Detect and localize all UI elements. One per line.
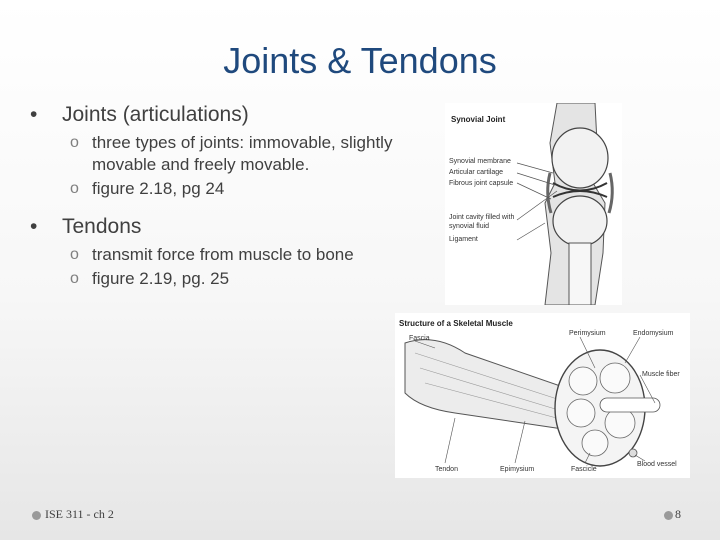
figure-label: Ligament: [449, 236, 478, 243]
sub-bullet-text: figure 2.18, pg 24: [92, 179, 225, 198]
sub-bullet-marker: o: [70, 134, 79, 151]
footer-bullet-icon: [32, 511, 41, 520]
synovial-joint-figure: [445, 103, 622, 305]
figure-label: Fibrous joint capsule: [449, 180, 514, 187]
bullet-joints: [30, 102, 400, 128]
figure-title: Structure of a Skeletal Muscle: [399, 319, 513, 328]
sub-bullet-marker: o: [70, 180, 79, 197]
bullet-dot: •: [30, 215, 38, 238]
footer-bullet-icon: [664, 511, 673, 520]
footer-course: ISE 311 - ch 2: [45, 507, 114, 521]
slide-body: [30, 102, 400, 292]
skeletal-muscle-illustration: [395, 313, 690, 478]
figure-label: Blood vessel: [637, 461, 677, 468]
figure-title: Synovial Joint: [451, 115, 506, 124]
figure-label: Articular cartilage: [449, 169, 504, 176]
bullet-label: Tendons: [62, 215, 142, 238]
sub-bullet-marker: o: [70, 246, 79, 263]
sub-bullet: [30, 268, 400, 290]
page-number: 8: [675, 507, 681, 521]
sub-bullet-text: figure 2.19, pg. 25: [92, 269, 230, 288]
figure-label: Joint cavity filled with synovial fluid: [449, 214, 515, 230]
sub-bullet: [30, 178, 400, 200]
sub-bullet-text: three types of joints: immovable, slightly movable and freely movable.: [92, 133, 393, 174]
sub-bullet-marker: o: [70, 270, 79, 287]
slide-title: Joints & Tendons: [223, 40, 497, 81]
figure-label: Endomysium: [633, 330, 674, 337]
sub-bullet-text: transmit force from muscle to bone: [92, 245, 354, 264]
skeletal-muscle-figure: [395, 313, 690, 478]
figure-label: Epimysium: [500, 466, 535, 473]
figure-label: Perimysium: [569, 330, 606, 337]
figure-label: Fascia: [409, 335, 430, 342]
bullet-tendons: [30, 214, 400, 240]
figure-label: Tendon: [435, 466, 458, 473]
sub-bullet: [30, 244, 400, 266]
sub-bullet: [30, 132, 400, 176]
bullet-label: Joints (articulations): [62, 103, 249, 126]
figure-label: Fascicle: [571, 466, 597, 473]
figure-label: Synovial membrane: [449, 158, 511, 165]
figure-label: Muscle fiber: [642, 371, 680, 378]
bullet-dot: •: [30, 103, 38, 126]
synovial-joint-illustration: [445, 103, 622, 305]
